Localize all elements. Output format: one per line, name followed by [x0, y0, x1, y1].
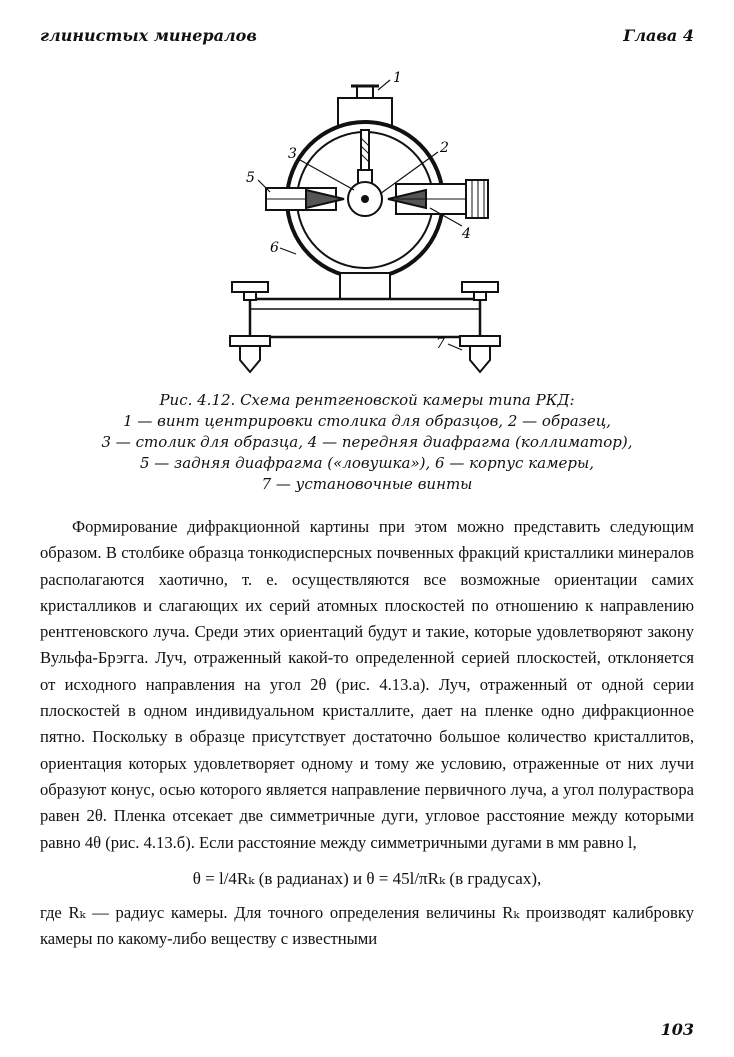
- running-head: [40, 26, 694, 52]
- paragraph: Формирование дифракционной картины при этом можно представить следующим образом. В столбике образца тонкодисперсных почвенных фракций кристаллики минералов располагаются хаотично, т. е. осуществляются все возможные ориентации самих кристалликов и слагающих их серий атомных плоскостей по отношению к направлению рентгеновского луча. Среди этих ориентаций будут и такие, которые удовлетворяют закону Вульфа-Брэгга. Луч, отраженный какой-то определенной серией плоскостей, отклоняется от исходного направления на угол 2θ (рис. 4.13.а). Луч, отраженный от одной серии плоскостей в одном индивидуальном кристаллите, дает на пленке одно дифракционное пятно. Поскольку в образце присутствует достаточно большое количество кристаллитов, ориентация которых удовлетворяет одному и тому же условию, отраженные от них лучи образуют конус, осью которого является направление первичного луча, а угол полураствора равен 2θ. Пленка отсекает две симметричные дуги, угловое расстояние между которыми равно 4θ (рис. 4.13.б). Если расстояние между симметричными дугами в мм равно l,: [40, 517, 694, 852]
- formula: θ = l/4Rₖ (в радианах) и θ = 45l/πRₖ (в градусах),: [192, 868, 542, 888]
- label-2: 2: [440, 140, 449, 156]
- label-7: 7: [436, 336, 445, 352]
- body-text: [40, 514, 694, 953]
- running-head-chapter: Глава 4: [623, 26, 694, 45]
- label-1: 1: [393, 70, 402, 86]
- figure-xray-camera: [210, 68, 520, 384]
- page-number: 103: [660, 1020, 694, 1039]
- label-3: 3: [288, 146, 297, 162]
- label-5: 5: [246, 170, 255, 186]
- paragraph: где Rₖ — радиус камеры. Для точного определения величины Rₖ производят калибровку камеры по какому-либо веществу с известными: [40, 903, 694, 949]
- label-4: 4: [462, 226, 471, 242]
- label-6: 6: [270, 240, 279, 256]
- caption-title: Рис. 4.12. Схема рентгеновской камеры типа РКД:: [159, 391, 575, 409]
- running-head-section: глинистых минералов: [40, 26, 257, 45]
- camera-diagram: [210, 68, 520, 384]
- caption-line: 7 — установочные винты: [261, 475, 473, 493]
- figure-caption: [60, 390, 674, 495]
- caption-line: 1 — винт центрировки столика для образцов, 2 — образец,: [123, 412, 611, 430]
- caption-line: 5 — задняя диафрагма («ловушка»), 6 — корпус камеры,: [139, 454, 595, 472]
- caption-line: 3 — столик для образца, 4 — передняя диафрагма (коллиматор),: [101, 433, 633, 451]
